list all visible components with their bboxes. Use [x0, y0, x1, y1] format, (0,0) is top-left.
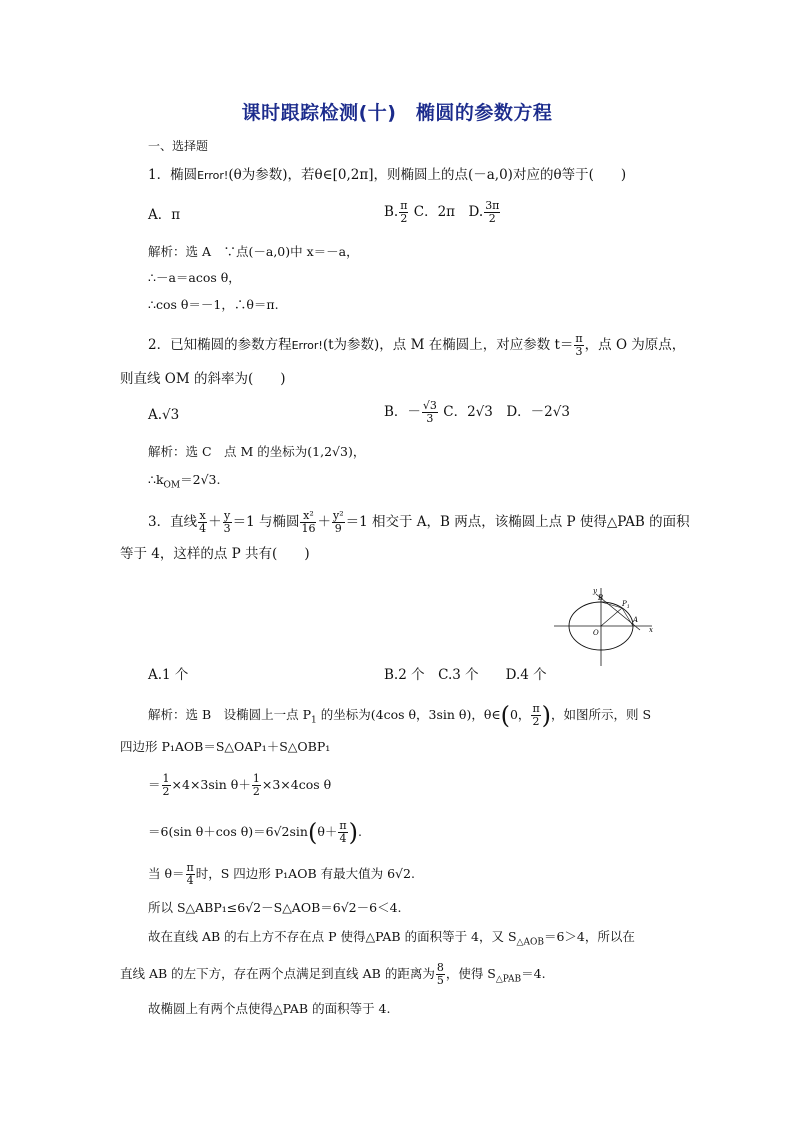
right-paren: ): [348, 818, 358, 847]
q2-stem-text: 2．已知椭圆的参数方程: [148, 337, 292, 353]
frac-num: y²: [332, 509, 344, 522]
q3-solution-line4: [148, 820, 362, 845]
frac-den: 4: [186, 874, 194, 887]
eight-fifths-fraction: [436, 962, 445, 987]
q2-options-bcd: [384, 400, 570, 425]
q3-solution-line7: [148, 928, 635, 952]
section-heading: 一、选择题: [148, 139, 209, 153]
q2-solution-line2: [148, 471, 220, 495]
text: ＋: [317, 514, 331, 530]
q2-option-b-fraction: [422, 400, 438, 425]
subscript: △PAB: [495, 974, 522, 985]
segment-op1: [601, 608, 622, 626]
pi-over-4-fraction: [338, 820, 347, 845]
q2-stem: [148, 333, 685, 358]
frac-den: 3: [575, 345, 583, 358]
text: 的坐标为(4cos θ，3sin θ)，θ∈: [316, 707, 501, 722]
frac-num: y: [223, 509, 231, 522]
text: ＝6(sin θ＋cos θ)＝6√2sin: [148, 824, 308, 839]
text: ＝6＞4，所以在: [543, 929, 635, 944]
q3-options-bcd: B.2 个 C.3 个 D.4 个: [384, 667, 547, 683]
frac-num: π: [186, 861, 194, 874]
q1-solution-line3: ∴cos θ＝－1，∴θ＝π.: [148, 297, 279, 312]
fig-label-o: O: [593, 629, 599, 637]
frac-den: 4: [199, 522, 207, 535]
text: ∴k: [148, 472, 164, 487]
q1-stem-text2: (θ为参数)，若θ∈[0,2π]，则椭圆上的点(－a,0)对应的θ等于( ): [228, 167, 627, 183]
text: ×4×3sin θ＋: [171, 777, 251, 792]
q3-stem: [148, 510, 690, 535]
q2-option-b: B．－: [384, 404, 421, 420]
frac-num: π: [532, 702, 540, 715]
frac-num: π: [400, 199, 408, 212]
text: ×3×4cos θ: [261, 777, 332, 792]
half-fraction: [252, 773, 261, 798]
text: ＝4.: [521, 966, 546, 981]
text: ，如图所示，则 S: [551, 707, 652, 722]
frac-num: x: [199, 509, 206, 522]
q3-frac-x2-16: [300, 510, 316, 535]
fig-label-y: y: [593, 587, 597, 595]
q1-option-b-fraction: [399, 200, 408, 225]
left-paren: (: [307, 818, 318, 847]
q3-solution-line2: 四边形 P₁AOB＝S△OAP₁＋S△OBP₁: [120, 739, 331, 754]
frac-num: 1: [252, 772, 260, 785]
text: 故在直线 AB 的右上方不存在点 P 使得△PAB 的面积等于 4，又 S: [148, 929, 517, 944]
q2-stem-text3: ，点 O 为原点，: [584, 337, 686, 353]
q1-error-text: Error!: [197, 169, 229, 182]
subscript: △AOB: [516, 937, 544, 948]
frac-den: 2: [488, 212, 496, 225]
q1-option-b: B.: [384, 204, 399, 220]
q3-solution-line8: [120, 962, 546, 989]
frac-den: 2: [162, 785, 170, 798]
fig-label-x: x: [649, 626, 653, 634]
page-title: 课时跟踪检测(十) 椭圆的参数方程: [241, 102, 553, 124]
text: ＝: [148, 777, 161, 792]
text: .: [357, 824, 362, 839]
q1-stem: [148, 166, 626, 185]
q1-solution-line2: ∴－a＝acos θ，: [148, 270, 241, 285]
text: 3．直线: [148, 514, 198, 530]
q2-t-fraction: [574, 333, 583, 358]
q1-option-a: A．π: [148, 207, 181, 223]
q3-frac-x4: [198, 510, 207, 535]
q1-option-c: C．2π: [413, 204, 456, 220]
pi-over-4-fraction: [186, 862, 195, 887]
text: 直线 AB 的左下方，存在两个点满足到直线 AB 的距离为: [120, 966, 435, 981]
interval-fraction: [531, 703, 540, 728]
q3-frac-y2-9: [332, 510, 345, 535]
q3-solution-line9: 故椭圆上有两个点使得△PAB 的面积等于 4.: [148, 1001, 391, 1016]
q2-error-text: Error!: [291, 339, 323, 352]
frac-num: x²: [300, 510, 316, 523]
q2-option-a: A.√3: [148, 407, 180, 423]
subscript: OM: [163, 480, 181, 491]
text: ＝1 相交于 A，B 两点，该椭圆上点 P 使得△PAB 的面积: [345, 514, 690, 530]
text: θ＋: [317, 824, 338, 839]
q3-stem-line2: 等于 4，这样的点 P 共有( ): [120, 546, 310, 562]
frac-num: π: [339, 819, 347, 832]
text: 当 θ＝: [148, 866, 185, 881]
frac-num: √3: [422, 399, 437, 412]
q2-stem-text2: (t为参数)，点 M 在椭圆上，对应参数 t＝: [322, 337, 574, 353]
frac-den: 3: [426, 412, 434, 425]
frac-den: 16: [301, 522, 316, 535]
text: P: [622, 600, 627, 608]
frac-den: 4: [339, 832, 347, 845]
q3-solution-line5: [148, 862, 415, 887]
q2-stem-line2: 则直线 OM 的斜率为( ): [120, 371, 286, 387]
q3-solution-line6: 所以 S△ABP₁≤6√2－S△AOB＝6√2－6＜4.: [148, 900, 402, 915]
left-paren: (: [500, 701, 510, 730]
text: 解析：选 B 设椭圆上一点 P: [148, 707, 312, 722]
frac-num: π: [575, 332, 583, 345]
fig-label-b: B: [598, 594, 604, 602]
q3-solution-line1: [148, 703, 651, 730]
q3-solution-line3: [148, 773, 331, 798]
q1-stem-text: 1．椭圆: [148, 167, 198, 183]
frac-num: 1: [162, 772, 170, 785]
q2-options-cd: C．2√3 D．－2√3: [443, 404, 570, 420]
text: 0，: [509, 707, 531, 722]
text: ＋: [208, 514, 222, 530]
subscript: 1: [626, 604, 630, 610]
frac-den: 2: [252, 785, 260, 798]
q1-option-d: D.: [468, 204, 484, 220]
text: ＝2√3.: [180, 472, 221, 487]
q2-solution-line1: 解析：选 C 点 M 的坐标为(1,2√3)，: [148, 444, 366, 459]
text: ＝1 与椭圆: [232, 514, 300, 530]
right-paren: ): [541, 701, 552, 730]
frac-den: 2: [532, 715, 540, 728]
half-fraction: [162, 773, 171, 798]
frac-num: 8: [436, 961, 444, 974]
subscript: 1: [311, 715, 317, 726]
q1-options-bcd: [384, 200, 501, 225]
frac-den: 5: [436, 974, 444, 987]
q3-option-a: A.1 个: [148, 667, 189, 683]
ellipse-figure: [548, 584, 668, 668]
frac-den: 2: [400, 212, 408, 225]
text: ，使得 S: [445, 966, 496, 981]
frac-num: 3π: [485, 199, 500, 212]
q1-solution-line1: 解析：选 A ∵点(－a,0)中 x＝－a，: [148, 244, 359, 259]
q1-option-d-fraction: [484, 200, 500, 225]
text: 时，S 四边形 P₁AOB 有最大值为 6√2.: [195, 866, 415, 881]
q3-frac-y3: [223, 510, 232, 535]
frac-den: 9: [334, 522, 342, 535]
frac-den: 3: [223, 522, 231, 535]
fig-label-a: A: [633, 616, 639, 624]
